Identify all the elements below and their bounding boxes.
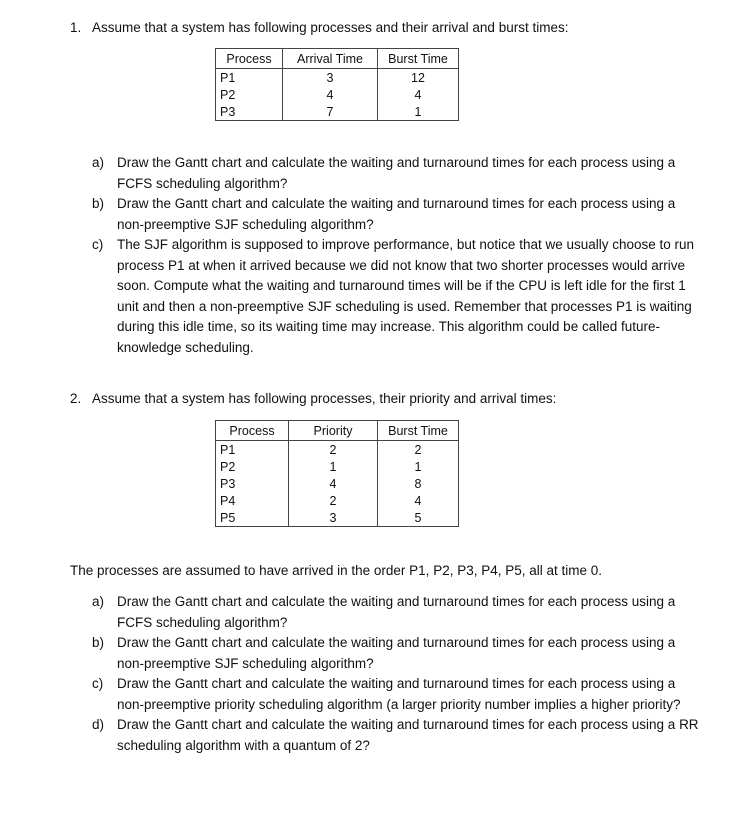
cell-burst: 12 [378,69,459,87]
item-marker: c) [92,237,104,252]
header-burst-time: Burst Time [378,49,459,69]
question-1-heading [70,20,568,35]
question-2-intro: Assume that a system has following processes, their priority and arrival times: [92,391,557,406]
cell-process: P1 [216,441,289,459]
table-header-row [216,49,459,69]
header-process: Process [216,49,283,69]
cell-priority: 3 [289,509,378,527]
cell-arrival: 4 [283,86,378,103]
cell-burst: 4 [378,86,459,103]
cell-process: P5 [216,509,289,527]
item-text: Draw the Gantt chart and calculate the waiting and turnaround times for each process using a non-preemptive SJF scheduling algorithm? [117,635,676,671]
table-row [216,492,459,509]
table-row [216,69,459,87]
item-text: Draw the Gantt chart and calculate the waiting and turnaround times for each process using a RR scheduling algorithm with a quantum of 2? [117,717,699,753]
list-item [92,194,702,235]
cell-priority: 1 [289,458,378,475]
item-text: Draw the Gantt chart and calculate the waiting and turnaround times for each process using a non-preemptive SJF scheduling algorithm? [117,196,676,232]
cell-process: P3 [216,103,283,121]
header-burst-time: Burst Time [378,421,459,441]
list-item [92,715,702,756]
item-text: The SJF algorithm is supposed to improve performance, but notice that we usually choose to run process P1 at when it arrived because we did not know that two shorter processes would arrive soon. Compute what the waiting and turnaround times will be if the CPU is left idle for the first 1 unit and then a non-preemptive SJF scheduling is used. Remember that processes P1 is waiting during this idle time, so its waiting time may increase. This algorithm could be called future-knowledge scheduling. [117,237,695,355]
cell-arrival: 3 [283,69,378,87]
table-row [216,509,459,527]
cell-process: P2 [216,458,289,475]
cell-arrival: 7 [283,103,378,121]
cell-priority: 4 [289,475,378,492]
item-marker: d) [92,717,105,732]
table-row [216,86,459,103]
list-item [92,592,702,633]
cell-process: P1 [216,69,283,87]
question-1-number: 1. [70,20,82,35]
item-text: Draw the Gantt chart and calculate the waiting and turnaround times for each process using a FCFS scheduling algorithm? [117,594,676,630]
cell-priority: 2 [289,441,378,459]
cell-process: P2 [216,86,283,103]
cell-priority: 2 [289,492,378,509]
cell-burst: 4 [378,492,459,509]
cell-burst: 5 [378,509,459,527]
question-1-table [215,48,459,121]
cell-process: P3 [216,475,289,492]
question-1-subitems [92,153,702,358]
header-priority: Priority [289,421,378,441]
list-item [92,674,702,715]
cell-process: P4 [216,492,289,509]
table-row [216,458,459,475]
header-arrival-time: Arrival Time [283,49,378,69]
table-row [216,475,459,492]
list-item [92,633,702,674]
table-row [216,103,459,121]
item-text: Draw the Gantt chart and calculate the waiting and turnaround times for each process using a FCFS scheduling algorithm? [117,155,676,191]
item-marker: c) [92,676,104,691]
question-2-note: The processes are assumed to have arrived in the order P1, P2, P3, P4, P5, all at time 0. [70,563,603,578]
list-item [92,153,702,194]
list-item [92,235,702,358]
cell-burst: 8 [378,475,459,492]
cell-burst: 1 [378,103,459,121]
item-marker: b) [92,635,105,650]
question-2-heading [70,391,556,406]
item-text: Draw the Gantt chart and calculate the waiting and turnaround times for each process using a non-preemptive priority scheduling algorithm (a larger priority number implies a higher priority? [117,676,681,712]
table-header-row [216,421,459,441]
item-marker: b) [92,196,105,211]
header-process: Process [216,421,289,441]
item-marker: a) [92,594,105,609]
question-2-table [215,420,459,527]
item-marker: a) [92,155,105,170]
question-2-number: 2. [70,391,82,406]
cell-burst: 2 [378,441,459,459]
question-2-subitems [92,592,702,756]
cell-burst: 1 [378,458,459,475]
table-row [216,441,459,459]
question-1-intro: Assume that a system has following processes and their arrival and burst times: [92,20,569,35]
